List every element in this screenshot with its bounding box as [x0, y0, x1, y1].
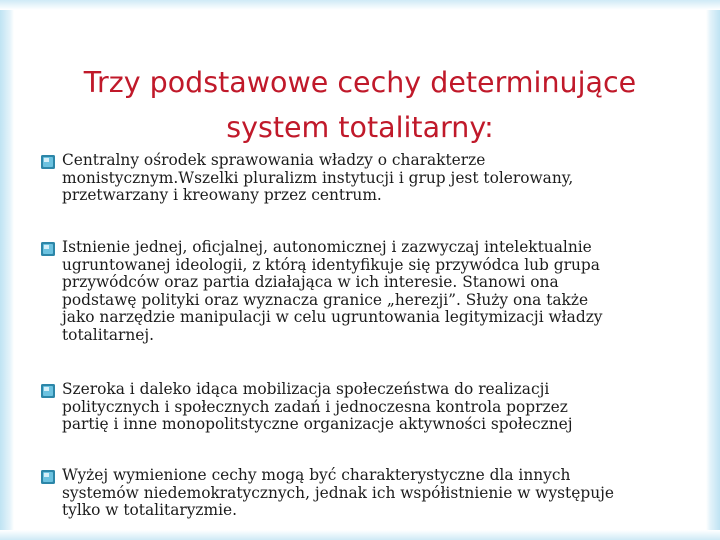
top-frame-gradient: [0, 0, 720, 10]
left-frame-gradient: [0, 0, 14, 540]
bullet-text-1: [62, 152, 695, 205]
bullet-text-2: [62, 239, 695, 345]
bullet-text-4: [62, 467, 695, 520]
bullet-2-line-2: ugruntowanej ideologii, z którą identyfikuje się przywódca lub grupa: [62, 255, 600, 274]
bullet-4-line-3: tylko w totalitaryzmie.: [62, 501, 238, 520]
bullet-3-line-1: Szeroka i daleko idąca mobilizacja społeczeństwa do realizacji: [62, 380, 550, 398]
checkbox-bullet-icon: [41, 155, 55, 169]
bullet-2-line-6: totalitarnej.: [62, 325, 155, 344]
bullet-2-line-1: Istnienie jednej, oficjalnej, autonomicznej i zazwyczaj intelektualnie: [62, 238, 592, 256]
bullet-item-1: [40, 152, 695, 205]
checkbox-bullet-icon: [41, 384, 55, 398]
bottom-frame-gradient: [0, 530, 720, 540]
bullet-2-line-3: przywódców oraz partia działająca w ich interesie. Stanowi ona: [62, 273, 559, 292]
bullet-2-line-5: jako narzędzie manipulacji w celu ugruntowania legitymizacji władzy: [62, 308, 603, 327]
slide-title-line-1: Trzy podstawowe cechy determinujące: [83, 66, 637, 99]
slide-title-line-2: system totalitarny:: [226, 111, 494, 144]
right-frame-gradient: [706, 0, 720, 540]
slide-title: [40, 60, 680, 150]
bullet-item-2: [40, 239, 695, 345]
checkbox-bullet-icon: [41, 242, 55, 256]
bullet-4-line-1: Wyżej wymienione cechy mogą być charakterystyczne dla innych: [62, 466, 571, 484]
bullet-1-line-3: przetwarzany i kreowany przez centrum.: [62, 186, 382, 205]
bullet-text-3: [62, 381, 695, 434]
checkbox-bullet-icon: [41, 470, 55, 484]
bullet-1-line-1: Centralny ośrodek sprawowania władzy o charakterze: [62, 151, 486, 169]
bullet-4-line-2: systemów niedemokratycznych, jednak ich współistnienie w występuje: [62, 483, 614, 502]
bullet-3-line-2: politycznych i społecznych zadań i jednoczesna kontrola poprzez: [62, 397, 568, 416]
bullet-1-line-2: monistycznym.Wszelki pluralizm instytucji i grup jest tolerowany,: [62, 168, 574, 187]
bullet-item-4: [40, 467, 695, 520]
bullet-item-3: [40, 381, 695, 434]
bullet-3-line-3: partię i inne monopolitstyczne organizacje aktywności społecznej: [62, 415, 573, 434]
bullet-2-line-4: podstawę polityki oraz wyznacza granice „herezji”. Służy ona także: [62, 290, 589, 309]
